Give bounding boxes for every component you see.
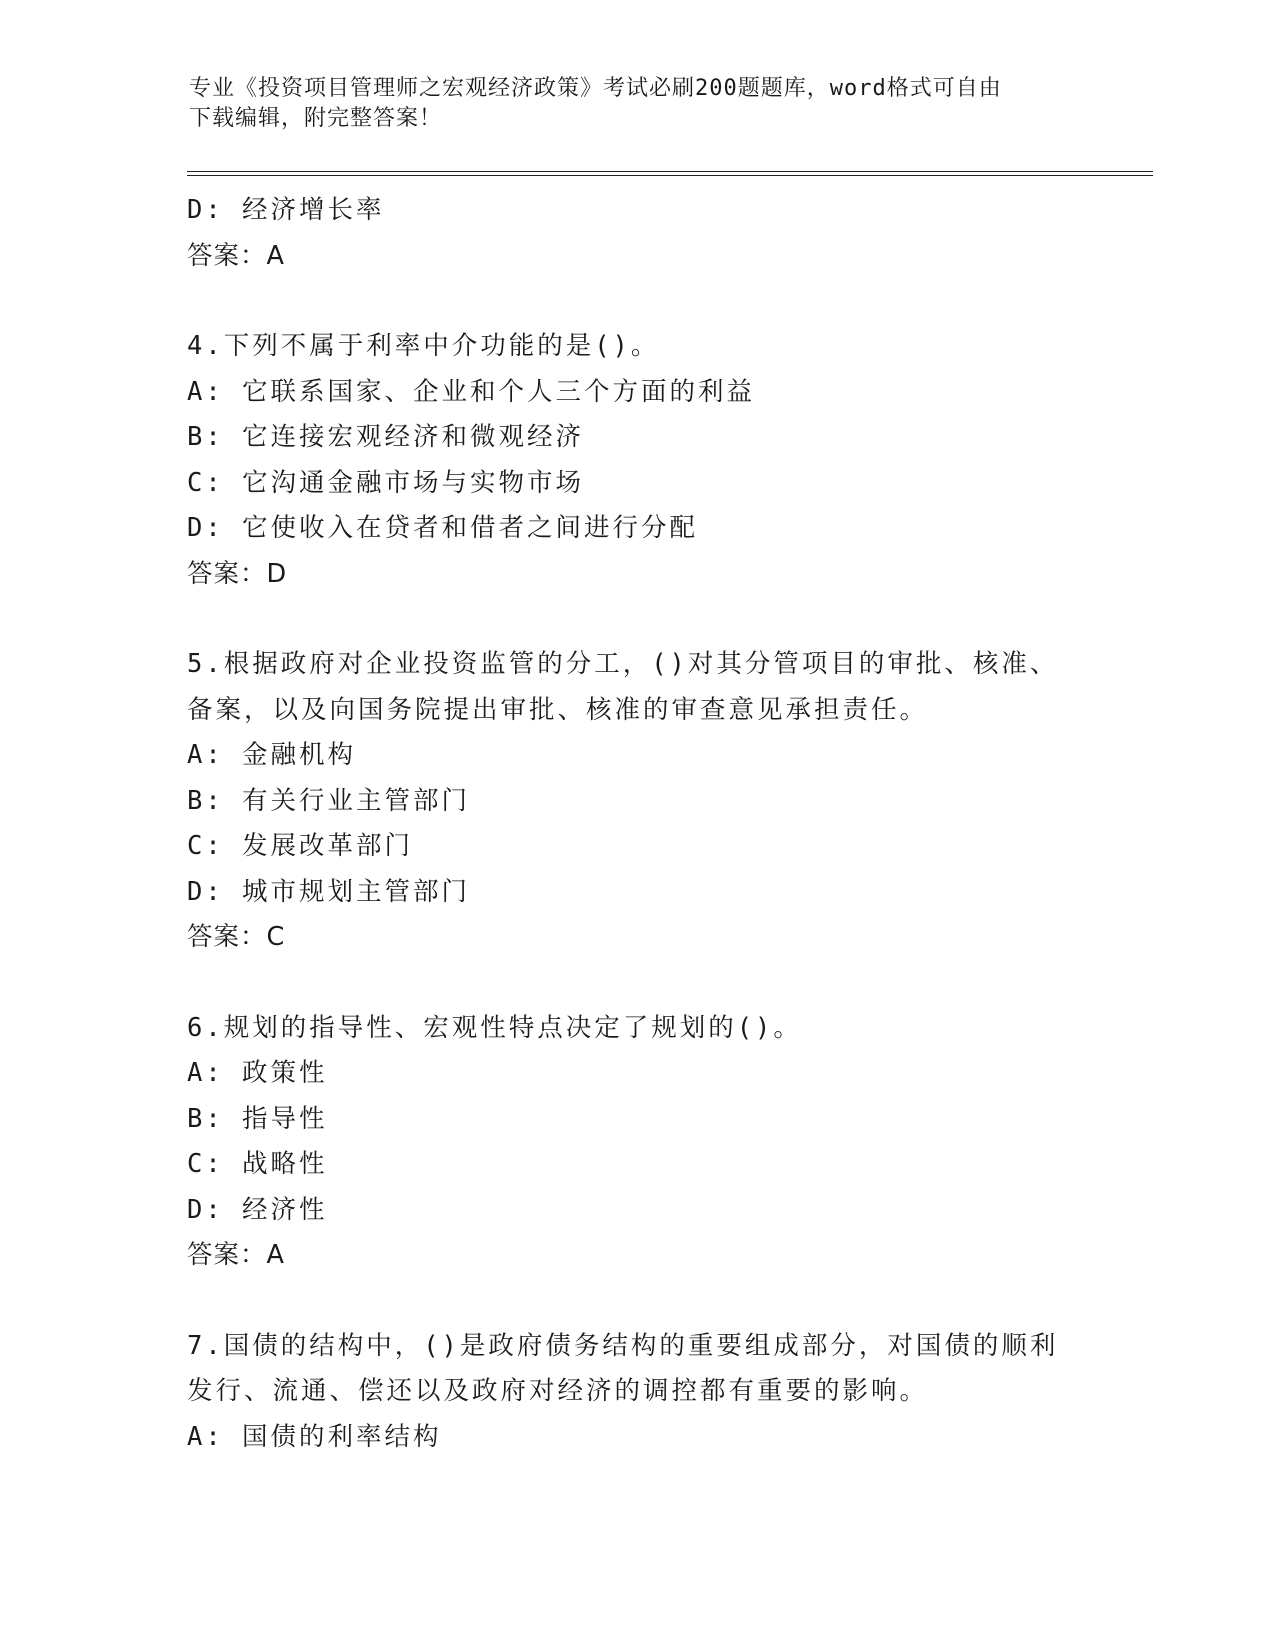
question-stem: 4.下列不属于利率中介功能的是()。: [187, 331, 660, 361]
question-4: [187, 324, 1087, 597]
option-c: C: 战略性: [187, 1149, 328, 1179]
option-d: D: 城市规划主管部门: [187, 876, 471, 907]
option-d: D: 它使收入在贷者和借者之间进行分配: [187, 513, 699, 543]
option-c: C: 它沟通金融市场与实物市场: [187, 467, 585, 498]
option-d: D: 经济性: [187, 1194, 328, 1225]
question-stem-line-2: 发行、流通、偿还以及政府对经济的调控都有重要的影响。: [187, 1376, 929, 1406]
option-b: B: 它连接宏观经济和微观经济: [187, 422, 585, 452]
option-b: B: 指导性: [187, 1103, 328, 1134]
answer: 答案：D: [187, 558, 288, 589]
question-7: [187, 1324, 1087, 1461]
document-header: [189, 74, 1069, 134]
spacer: [187, 1279, 1087, 1324]
prev-answer: 答案：A: [187, 240, 285, 271]
answer: 答案：A: [187, 1240, 285, 1270]
question-stem-line-1: 7.国债的结构中，()是政府债务结构的重要组成部分，对国债的顺利: [187, 1330, 1059, 1361]
prev-option-d: D: 经济增长率: [187, 195, 385, 225]
option-a: A: 它联系国家、企业和个人三个方面的利益: [187, 376, 756, 407]
header-line-2: 下载编辑，附完整答案！: [189, 106, 443, 131]
header-line-1: 专业《投资项目管理师之宏观经济政策》考试必刷200题题库，word格式可自由: [189, 76, 1002, 101]
option-c: C: 发展改革部门: [187, 831, 414, 861]
question-stem: 6.规划的指导性、宏观性特点决定了规划的()。: [187, 1012, 802, 1043]
option-b: B: 有关行业主管部门: [187, 785, 471, 816]
option-a: A: 国债的利率结构: [187, 1421, 442, 1452]
option-a: A: 政策性: [187, 1058, 328, 1088]
answer: 答案：C: [187, 922, 286, 952]
question-6: [187, 1006, 1087, 1279]
header-divider-top: [187, 171, 1153, 172]
question-list: [187, 188, 1087, 1460]
question-stem-line-1: 5.根据政府对企业投资监管的分工，()对其分管项目的审批、核准、: [187, 649, 1059, 679]
question-5: [187, 642, 1087, 961]
spacer: [187, 961, 1087, 1006]
option-a: A: 金融机构: [187, 740, 357, 770]
question-stem-line-2: 备案，以及向国务院提出审批、核准的审查意见承担责任。: [187, 694, 929, 725]
spacer: [187, 597, 1087, 642]
spacer: [187, 279, 1087, 324]
header-divider-bottom: [187, 175, 1153, 176]
